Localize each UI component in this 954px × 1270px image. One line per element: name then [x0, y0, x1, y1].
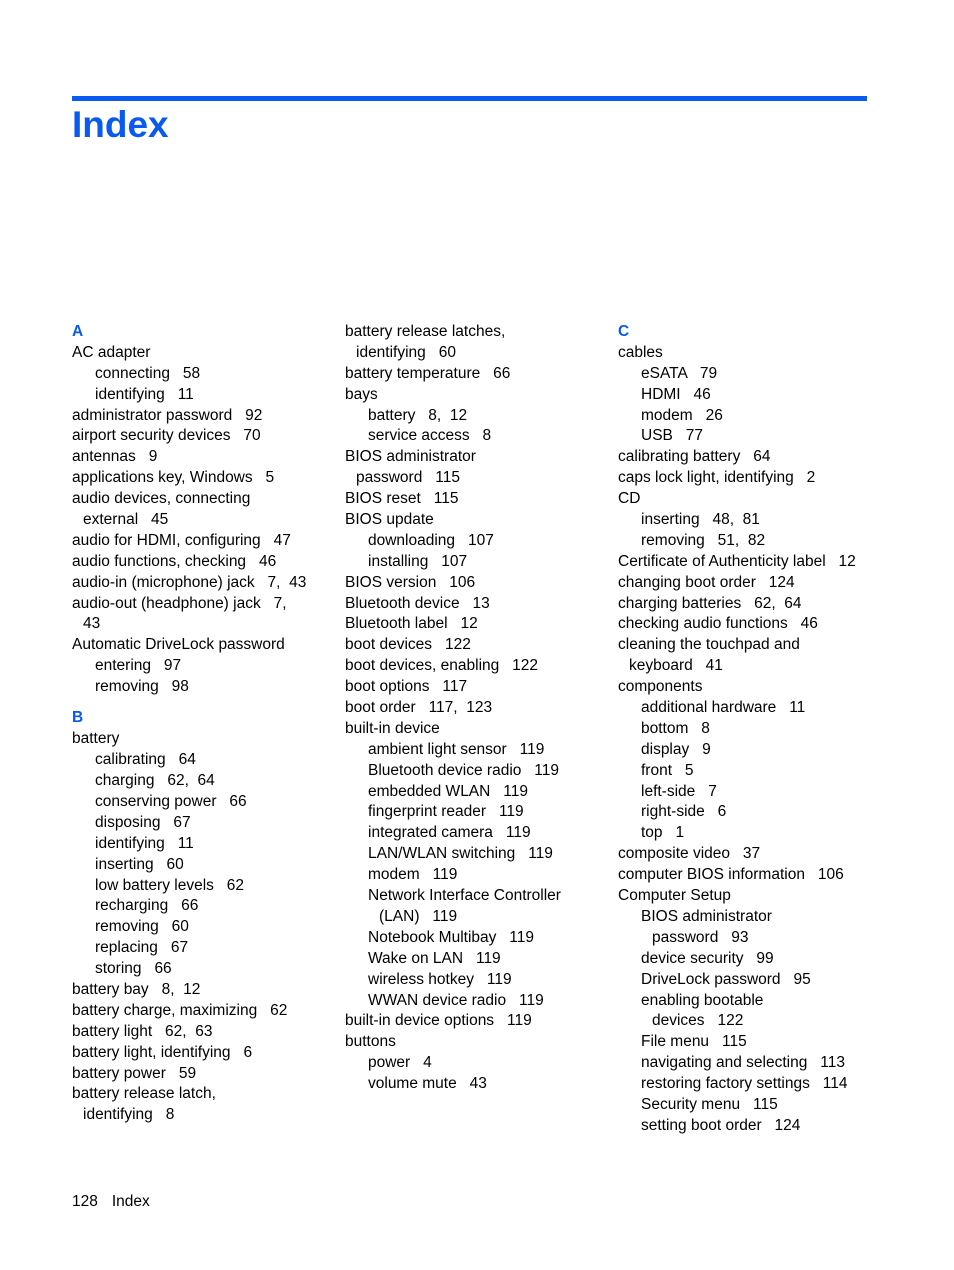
index-subentry: front 5 — [641, 761, 694, 779]
index-entry: cables — [618, 343, 663, 361]
index-subentry: File menu 115 — [641, 1033, 747, 1051]
index-entry: battery light, identifying 6 — [72, 1043, 253, 1061]
index-entry: charging batteries 62, 64 — [618, 594, 802, 612]
index-subentry: battery 8, 12 — [368, 406, 468, 424]
index-subentry: Wake on LAN 119 — [368, 949, 501, 967]
index-subentry: modem 26 — [641, 406, 723, 424]
index-entry: battery charge, maximizing 62 — [72, 1001, 288, 1019]
index-subentry: additional hardware 11 — [641, 699, 806, 717]
index-subentry: devices 122 — [652, 1012, 744, 1030]
index-entry: cleaning the touchpad and — [618, 636, 800, 654]
index-subentry: setting boot order 124 — [641, 1116, 801, 1134]
index-subentry: BIOS administrator — [641, 907, 772, 925]
index-entry: boot devices 122 — [345, 636, 471, 654]
index-entry: battery bay 8, 12 — [72, 981, 201, 998]
index-subentry: display 9 — [641, 740, 711, 758]
index-entry: BIOS reset 115 — [345, 490, 459, 508]
index-entry: airport security devices 70 — [72, 427, 261, 445]
index-entry: audio devices, connecting — [72, 490, 251, 508]
index-subentry: navigating and selecting 113 — [641, 1054, 845, 1072]
index-entry: battery — [72, 730, 120, 748]
index-subentry: replacing 67 — [95, 939, 189, 957]
index-subentry: identifying 60 — [356, 343, 456, 361]
section-gap — [72, 698, 330, 708]
index-subentry: entering 97 — [95, 657, 182, 675]
index-entry: composite video 37 — [618, 845, 761, 863]
index-subentry: calibrating 64 — [95, 751, 196, 769]
index-subentry: (LAN) 119 — [379, 907, 458, 925]
index-entry: boot devices, enabling 122 — [345, 657, 539, 675]
page-number: 128 — [72, 1193, 98, 1210]
index-subentry: 43 — [83, 615, 101, 633]
index-entry: changing boot order 124 — [618, 573, 795, 591]
index-subentry: identifying 11 — [95, 385, 194, 403]
index-subentry: removing 51, 82 — [641, 531, 766, 549]
index-entry: bays — [345, 385, 378, 403]
index-subentry: right-side 6 — [641, 803, 727, 821]
index-entry: caps lock light, identifying 2 — [618, 469, 816, 487]
index-subentry: removing 60 — [95, 918, 189, 936]
index-column-1 — [72, 322, 330, 1126]
index-entry: BIOS version 106 — [345, 573, 476, 591]
index-subentry: Bluetooth device radio 119 — [368, 761, 560, 779]
index-entry: computer BIOS information 106 — [618, 866, 844, 884]
index-subentry: power 4 — [368, 1054, 432, 1072]
index-subentry: keyboard 41 — [629, 657, 723, 675]
index-subentry: enabling bootable — [641, 991, 764, 1009]
index-entry: Automatic DriveLock password — [72, 636, 285, 654]
index-subentry: charging 62, 64 — [95, 772, 215, 790]
index-subentry: Network Interface Controller — [368, 887, 561, 905]
index-entry: battery temperature 66 — [345, 364, 511, 382]
index-subentry: left-side 7 — [641, 782, 717, 800]
index-entry: audio-out (headphone) jack 7, — [72, 594, 287, 612]
index-entry: checking audio functions 46 — [618, 615, 818, 633]
footer-section: Index — [111, 1193, 150, 1210]
index-entry: BIOS administrator — [345, 448, 476, 466]
index-subentry: inserting 60 — [95, 855, 184, 873]
index-entry: boot options 117 — [345, 678, 468, 696]
index-entry: battery release latches, — [345, 323, 506, 340]
index-column-2 — [345, 322, 605, 1095]
index-subentry: integrated camera 119 — [368, 824, 531, 842]
index-entry: boot order 117, 123 — [345, 699, 493, 717]
index-subentry: recharging 66 — [95, 897, 199, 915]
index-subentry: identifying 8 — [83, 1106, 175, 1124]
page-title: Index — [72, 104, 169, 145]
index-subentry: inserting 48, 81 — [641, 511, 760, 529]
index-entry: audio for HDMI, configuring 47 — [72, 531, 291, 549]
index-subentry: bottom 8 — [641, 719, 710, 737]
index-subentry: password 93 — [652, 928, 749, 946]
index-subentry: wireless hotkey 119 — [368, 970, 512, 988]
index-entry: applications key, Windows 5 — [72, 469, 275, 487]
index-entry: buttons — [345, 1033, 396, 1051]
index-subentry: Security menu 115 — [641, 1095, 778, 1113]
index-column-3 — [618, 322, 870, 1137]
index-subentry: low battery levels 62 — [95, 876, 245, 894]
index-entry: Computer Setup — [618, 887, 731, 905]
index-entry: BIOS update — [345, 511, 434, 529]
index-subentry: volume mute 43 — [368, 1075, 487, 1093]
index-subentry: fingerprint reader 119 — [368, 803, 524, 821]
index-subentry: device security 99 — [641, 949, 774, 967]
index-subentry: restoring factory settings 114 — [641, 1075, 848, 1093]
index-entry: built-in device options 119 — [345, 1012, 532, 1030]
index-entry: audio-in (microphone) jack 7, 43 — [72, 573, 307, 591]
index-entry: calibrating battery 64 — [618, 448, 771, 466]
index-entry: audio functions, checking 46 — [72, 552, 277, 570]
index-subentry: external 45 — [83, 511, 169, 529]
index-subentry: removing 98 — [95, 678, 189, 696]
index-subentry: conserving power 66 — [95, 792, 247, 810]
index-entry: built-in device — [345, 719, 440, 737]
index-subentry: downloading 107 — [368, 531, 494, 549]
index-subentry: top 1 — [641, 824, 685, 842]
index-subentry: disposing 67 — [95, 813, 191, 831]
title-rule — [72, 96, 867, 101]
index-section-letter: C — [618, 323, 630, 340]
index-entry: components — [618, 678, 703, 696]
index-subentry: identifying 11 — [95, 834, 194, 852]
index-subentry: storing 66 — [95, 960, 172, 978]
index-section-letter: A — [72, 323, 84, 340]
index-subentry: connecting 58 — [95, 364, 201, 382]
index-subentry: installing 107 — [368, 552, 468, 570]
index-entry: battery release latch, — [72, 1085, 216, 1103]
index-entry: Bluetooth label 12 — [345, 615, 478, 633]
index-entry: antennas 9 — [72, 448, 158, 466]
index-subentry: Notebook Multibay 119 — [368, 928, 535, 946]
index-subentry: service access 8 — [368, 427, 492, 445]
index-subentry: USB 77 — [641, 427, 704, 445]
index-entry: Bluetooth device 13 — [345, 594, 490, 612]
index-subentry: password 115 — [356, 469, 460, 487]
index-entry: CD — [618, 490, 641, 508]
index-entry: battery power 59 — [72, 1064, 197, 1082]
index-subentry: modem 119 — [368, 866, 458, 884]
index-subentry: LAN/WLAN switching 119 — [368, 845, 553, 863]
index-entry: AC adapter — [72, 343, 151, 361]
index-subentry: HDMI 46 — [641, 385, 711, 403]
index-subentry: embedded WLAN 119 — [368, 782, 528, 800]
index-entry: Certificate of Authenticity label 12 — [618, 552, 856, 570]
index-subentry: WWAN device radio 119 — [368, 991, 544, 1009]
page-footer — [72, 1192, 150, 1212]
index-subentry: ambient light sensor 119 — [368, 740, 545, 758]
index-entry: administrator password 92 — [72, 406, 263, 424]
index-entry: battery light 62, 63 — [72, 1022, 213, 1040]
index-subentry: DriveLock password 95 — [641, 970, 811, 988]
index-section-letter: B — [72, 709, 84, 727]
index-subentry: eSATA 79 — [641, 364, 718, 382]
